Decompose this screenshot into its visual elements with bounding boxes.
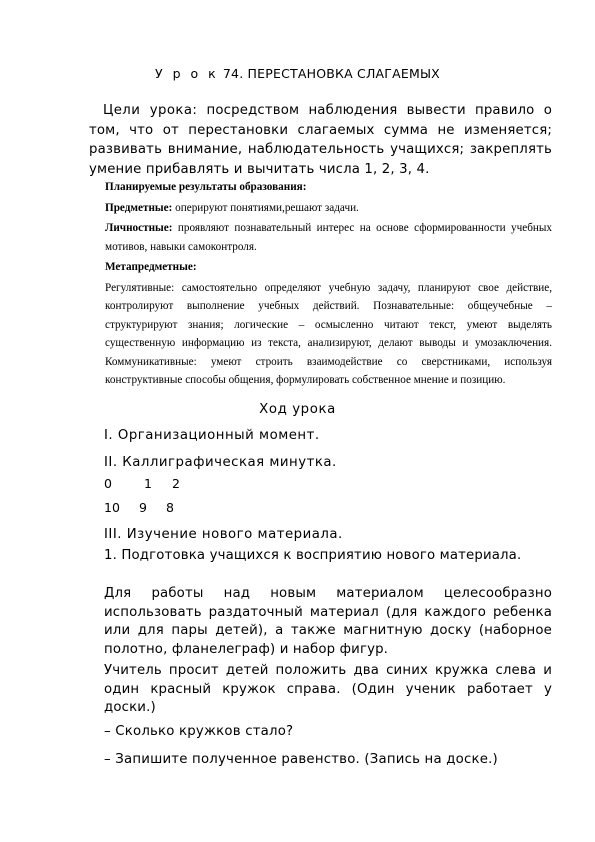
subject-results [105, 199, 552, 218]
calligraphy-digit: 10 [104, 500, 120, 515]
lesson-goals-lead: Цели урока: [103, 103, 198, 118]
subject-results-text: оперируют понятиями,решают задачи. [175, 201, 359, 214]
lesson-goals [89, 101, 552, 179]
section-new-material: III. Изучение нового материала. [104, 527, 343, 542]
calligraphy-digit: 1 [144, 476, 152, 491]
lesson-goals-text: посредством наблюдения вывести правило о том, что от перестановки слагаемых сумма не изменяется; развивать внимание, наблюдательность учащихся; закреплять умение прибавлять и вычитать числа 1, 2, 3, 4. [89, 103, 552, 177]
subject-results-label: Предметные: [105, 201, 173, 214]
personal-results-label: Личностные: [105, 222, 173, 234]
personal-results-text: проявляют познавательный интерес на основе сформированности учебных мотивов, навыки самоконтроля. [105, 222, 553, 253]
course-title: Ход урока [259, 402, 336, 417]
lesson-title-text: 74. ПЕРЕСТАНОВКА СЛАГАЕМЫХ [222, 66, 440, 81]
calligraphy-digit: 0 [104, 476, 112, 491]
question-write: – Запишите полученное равенство. (Запись на доске.) [104, 752, 498, 767]
meta-results-text: Регулятивные: самостоятельно определяют учебную задачу, планируют свое действие, контролируют выполнение учебных действий. Познавательные: общеучебные – структурируют знания; логические – осмысленно читают текст, умеют выделять существенную информацию из текста, анализируют, делают выводы и умозаключения. Коммуникативные: умеют строить взаимодействие со сверстниками, используя конструктивные способы общения, формулировать собственное мнение и позицию. [105, 281, 552, 386]
lesson-title-prefix: У р о к [155, 66, 219, 81]
planned-results [105, 178, 552, 390]
calligraphy-row-2 [104, 500, 174, 515]
lesson-title [0, 66, 595, 81]
paragraph-materials: Для работы над новым материалом целесообразно использовать раздаточный материал (для каждого ребенка или для пары детей), а также магнитную доску (наборное полотно, фланелеграф) и набор фигур. [104, 586, 552, 657]
planned-results-heading: Планируемые результаты образования: [105, 181, 307, 193]
personal-results [105, 219, 552, 256]
meta-results-heading: Метапредметные: [105, 261, 197, 273]
calligraphy-row-1 [104, 476, 180, 491]
calligraphy-digit: 8 [166, 500, 174, 515]
question-count: – Сколько кружков стало? [104, 724, 294, 739]
section-org-moment: I. Организационный момент. [104, 428, 320, 443]
subsection-preparation: 1. Подготовка учащихся к восприятию нового материала. [104, 548, 522, 563]
section-calligraphy: II. Каллиграфическая минутка. [104, 455, 337, 470]
paragraph-instruction: Учитель просит детей положить два синих кружка слева и один красный кружок справа. (Один ученик работает у доски.) [104, 663, 552, 715]
calligraphy-digit: 9 [139, 500, 147, 515]
calligraphy-digit: 2 [172, 476, 180, 491]
